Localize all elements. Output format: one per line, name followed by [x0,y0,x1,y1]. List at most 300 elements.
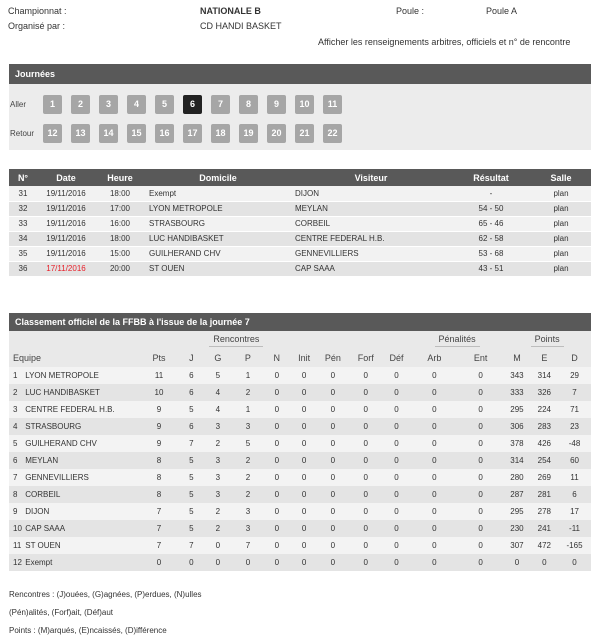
stat-cell: 2 [234,452,262,469]
stat-cell: 2 [202,520,234,537]
match-cell-salle[interactable]: plan [531,216,591,231]
stat-cell: 3 [202,486,234,503]
stat-cell: 0 [411,520,458,537]
stat-cell: 3 [202,469,234,486]
col-j: J [181,349,202,367]
stat-cell: 7 [234,537,262,554]
journee-button-15[interactable]: 15 [127,124,146,143]
journee-button-3[interactable]: 3 [99,95,118,114]
team-rank: 3 [13,405,18,414]
stat-cell: 0 [458,469,503,486]
stat-cell: 0 [349,486,382,503]
team-label: Exempt [25,558,53,567]
organise-value: CD HANDI BASKET [200,21,282,31]
match-cell-dom: Exempt [145,186,291,201]
team-label: DIJON [25,507,50,516]
stat-cell: 0 [181,554,202,571]
stat-cell: 0 [411,554,458,571]
journee-button-9[interactable]: 9 [267,95,286,114]
match-cell-heure: 16:00 [95,216,145,231]
stat-cell: 5 [202,367,234,384]
stat-cell: 307 [503,537,530,554]
stat-cell: 0 [349,367,382,384]
stat-cell: 0 [411,537,458,554]
championnat-value: NATIONALE B [200,6,261,16]
col-d: D [558,349,591,367]
col-g: G [202,349,234,367]
stat-cell: 314 [531,367,558,384]
stat-cell: 7 [137,537,181,554]
col-equipe: Equipe [9,349,137,367]
stat-cell: 7 [181,537,202,554]
stat-cell: 0 [316,503,349,520]
match-cell-dom: LYON METROPOLE [145,201,291,216]
journee-button-20[interactable]: 20 [267,124,286,143]
match-cell-heure: 20:00 [95,261,145,276]
stat-cell: 7 [558,384,591,401]
match-cell-res: 43 - 51 [451,261,531,276]
stat-cell: 0 [382,503,411,520]
stat-cell: 6 [181,384,202,401]
stat-cell: 0 [292,537,317,554]
stat-cell: 0 [349,452,382,469]
match-cell-dom: STRASBOURG [145,216,291,231]
match-row [9,216,591,231]
match-col-4: Visiteur [291,169,451,186]
match-row [9,231,591,246]
match-cell-n: 35 [9,246,37,261]
stat-cell: 0 [349,469,382,486]
stat-cell: 29 [558,367,591,384]
stat-cell: 4 [202,401,234,418]
match-col-3: Domicile [145,169,291,186]
stat-cell: 295 [503,503,530,520]
stat-cell: 0 [503,554,530,571]
legend [9,586,202,638]
journee-button-10[interactable]: 10 [295,95,314,114]
stat-cell: 0 [262,537,292,554]
classement-panel [9,313,591,571]
col-def: Déf [382,349,411,367]
match-cell-heure: 15:00 [95,246,145,261]
stat-cell: 7 [181,435,202,452]
stat-cell: 0 [316,537,349,554]
team-rank: 7 [13,473,18,482]
stat-cell: 472 [531,537,558,554]
match-cell-vis: CENTRE FEDERAL H.B. [291,231,451,246]
stat-cell: 0 [382,418,411,435]
journee-button-12[interactable]: 12 [43,124,62,143]
stat-cell: 0 [458,554,503,571]
team-rank: 9 [13,507,18,516]
match-cell-date: 17/11/2016 [37,261,95,276]
stat-cell: 10 [137,384,181,401]
stat-cell: 0 [458,435,503,452]
classement-row [9,537,591,554]
stat-cell: 0 [458,367,503,384]
stat-cell: 0 [292,367,317,384]
stat-cell: 5 [181,452,202,469]
stat-cell: 0 [382,384,411,401]
team-rank: 6 [13,456,18,465]
match-cell-res: 54 - 50 [451,201,531,216]
stat-cell: 0 [382,367,411,384]
journee-button-22[interactable]: 22 [323,124,342,143]
team-label: LUC HANDIBASKET [25,388,100,397]
match-cell-vis: MEYLAN [291,201,451,216]
journee-button-5[interactable]: 5 [155,95,174,114]
stat-cell: 287 [503,486,530,503]
legend-penalites: (Pén)alités, (Forf)ait, (Déf)aut [9,608,114,617]
stat-cell: 230 [503,520,530,537]
match-col-1: Date [37,169,95,186]
stat-cell: 1 [234,367,262,384]
stat-cell: 0 [382,452,411,469]
stat-cell: 0 [292,418,317,435]
poule-value: Poule A [486,6,518,16]
team-name [9,537,137,554]
team-label: MEYLAN [25,456,59,465]
match-row [9,186,591,201]
stat-cell: 0 [262,384,292,401]
stat-cell: 0 [382,486,411,503]
match-cell-res: 65 - 46 [451,216,531,231]
team-name [9,520,137,537]
journee-button-16[interactable]: 16 [155,124,174,143]
stat-cell: 0 [262,469,292,486]
journee-button-1[interactable]: 1 [43,95,62,114]
stat-cell: 0 [411,401,458,418]
stat-cell: 241 [531,520,558,537]
stat-cell: 0 [292,452,317,469]
stat-cell: 6 [181,418,202,435]
stat-cell: 314 [503,452,530,469]
team-name [9,503,137,520]
col-ent: Ent [458,349,503,367]
journees-title: Journées [9,64,591,84]
classement-title: Classement officiel de la FFBB à l'issue de la journée 7 [9,313,591,331]
match-cell-vis: CORBEIL [291,216,451,231]
team-label: STRASBOURG [25,422,82,431]
classement-row [9,486,591,503]
classement-col-header [9,349,591,367]
stat-cell: 0 [349,537,382,554]
col-forf: Forf [349,349,382,367]
stat-cell: 0 [202,537,234,554]
stat-cell: 0 [458,520,503,537]
stat-cell: 0 [262,554,292,571]
stat-cell: 0 [316,520,349,537]
match-cell-salle[interactable]: plan [531,246,591,261]
team-name [9,367,137,384]
team-rank: 11 [13,541,22,550]
aller-row [9,94,351,114]
aller-label: Aller [10,99,27,109]
stat-cell: 0 [411,418,458,435]
match-cell-dom: GUILHERAND CHV [145,246,291,261]
journee-button-6[interactable]: 6 [183,95,202,114]
team-rank: 2 [13,388,18,397]
show-referees-link[interactable]: Afficher les renseignements arbitres, officiels et n° de rencontre [318,37,571,47]
col-pts: Pts [137,349,181,367]
match-cell-date: 19/11/2016 [37,186,95,201]
stat-cell: 0 [316,418,349,435]
penalites-group: Pénalités [435,334,480,347]
journees-panel [9,64,591,150]
stat-cell: 7 [137,520,181,537]
match-cell-dom: LUC HANDIBASKET [145,231,291,246]
classement-row [9,367,591,384]
stat-cell: 0 [558,554,591,571]
stat-cell: 0 [316,486,349,503]
stat-cell: 0 [382,537,411,554]
match-col-0: N° [9,169,37,186]
match-cell-heure: 18:00 [95,231,145,246]
stat-cell: 0 [262,401,292,418]
stat-cell: 0 [458,452,503,469]
stat-cell: 0 [458,503,503,520]
stat-cell: 5 [181,469,202,486]
team-name [9,469,137,486]
team-label: ST OUEN [25,541,61,550]
stat-cell: 4 [202,384,234,401]
team-name [9,486,137,503]
team-name [9,401,137,418]
stat-cell: 0 [411,384,458,401]
match-cell-salle[interactable]: plan [531,186,591,201]
stat-cell: 2 [234,469,262,486]
stat-cell: 0 [262,503,292,520]
stat-cell: 0 [349,503,382,520]
stat-cell: 3 [234,418,262,435]
journee-button-14[interactable]: 14 [99,124,118,143]
stat-cell: 0 [411,435,458,452]
stat-cell: 0 [262,367,292,384]
classement-row [9,520,591,537]
stat-cell: 5 [181,503,202,520]
stat-cell: 0 [316,469,349,486]
classement-row [9,401,591,418]
match-cell-n: 32 [9,201,37,216]
team-name [9,418,137,435]
stat-cell: 326 [531,384,558,401]
stat-cell: 0 [292,384,317,401]
stat-cell: 0 [262,520,292,537]
stat-cell: 306 [503,418,530,435]
stat-cell: 378 [503,435,530,452]
competition-info [0,0,600,52]
stat-cell: 0 [382,554,411,571]
team-label: CORBEIL [25,490,61,499]
stat-cell: 0 [349,384,382,401]
team-name [9,554,137,571]
match-col-5: Résultat [451,169,531,186]
journee-button-21[interactable]: 21 [295,124,314,143]
stat-cell: 0 [458,384,503,401]
match-cell-n: 33 [9,216,37,231]
stat-cell: 8 [137,486,181,503]
stat-cell: 0 [262,452,292,469]
col-n: N [262,349,292,367]
stat-cell: 9 [137,418,181,435]
stat-cell: 0 [382,520,411,537]
stat-cell: 0 [411,367,458,384]
stat-cell: 6 [558,486,591,503]
match-cell-date: 19/11/2016 [37,216,95,231]
team-label: LYON METROPOLE [25,371,99,380]
journee-button-18[interactable]: 18 [211,124,230,143]
match-cell-n: 34 [9,231,37,246]
journee-button-4[interactable]: 4 [127,95,146,114]
match-cell-date: 19/11/2016 [37,201,95,216]
journee-button-7[interactable]: 7 [211,95,230,114]
col-init: Init [292,349,317,367]
stat-cell: 60 [558,452,591,469]
journee-button-11[interactable]: 11 [323,95,342,114]
stat-cell: 0 [292,486,317,503]
stat-cell: 2 [234,486,262,503]
team-rank: 10 [13,524,22,533]
journee-button-13[interactable]: 13 [71,124,90,143]
stat-cell: 0 [411,486,458,503]
stat-cell: 0 [292,520,317,537]
stat-cell: 343 [503,367,530,384]
match-cell-n: 31 [9,186,37,201]
col-pen: Pén [316,349,349,367]
classement-group-header [9,331,591,349]
team-rank: 5 [13,439,18,448]
stat-cell: 283 [531,418,558,435]
match-cell-salle[interactable]: plan [531,261,591,276]
stat-cell: 0 [262,418,292,435]
stat-cell: 0 [202,554,234,571]
stat-cell: 9 [137,435,181,452]
match-cell-vis: DIJON [291,186,451,201]
stat-cell: 5 [181,520,202,537]
team-label: CAP SAAA [25,524,66,533]
championnat-label: Championnat : [8,6,67,16]
stat-cell: 0 [458,486,503,503]
classement-row [9,418,591,435]
stat-cell: 426 [531,435,558,452]
stat-cell: 2 [202,503,234,520]
stat-cell: 0 [292,469,317,486]
stat-cell: 0 [411,452,458,469]
stat-cell: 254 [531,452,558,469]
stat-cell: 0 [349,520,382,537]
match-cell-heure: 18:00 [95,186,145,201]
match-cell-n: 36 [9,261,37,276]
classement-row [9,469,591,486]
journee-button-19[interactable]: 19 [239,124,258,143]
team-name [9,452,137,469]
match-cell-dom: ST OUEN [145,261,291,276]
stat-cell: 17 [558,503,591,520]
stat-cell: 6 [181,367,202,384]
classement-row [9,384,591,401]
classement-row [9,503,591,520]
classement-row [9,435,591,452]
stat-cell: 0 [292,435,317,452]
stat-cell: 0 [349,554,382,571]
stat-cell: 0 [382,435,411,452]
team-label: GUILHERAND CHV [25,439,97,448]
team-rank: 8 [13,490,18,499]
organise-label: Organisé par : [8,21,66,31]
journee-button-2[interactable]: 2 [71,95,90,114]
match-cell-date: 19/11/2016 [37,246,95,261]
classement-row [9,452,591,469]
stat-cell: 269 [531,469,558,486]
journee-button-8[interactable]: 8 [239,95,258,114]
stat-cell: 71 [558,401,591,418]
stat-cell: 0 [262,486,292,503]
stat-cell: 0 [316,367,349,384]
retour-label: Retour [10,128,35,138]
stat-cell: 0 [458,418,503,435]
stat-cell: 281 [531,486,558,503]
stat-cell: 0 [382,401,411,418]
stat-cell: 3 [202,452,234,469]
team-label: CENTRE FEDERAL H.B. [25,405,115,414]
stat-cell: 0 [316,554,349,571]
stat-cell: 0 [234,554,262,571]
stat-cell: 5 [181,486,202,503]
stat-cell: 3 [202,418,234,435]
stat-cell: 2 [234,384,262,401]
match-cell-vis: GENNEVILLIERS [291,246,451,261]
team-name [9,435,137,452]
poule-label: Poule : [396,6,425,16]
team-rank: 12 [13,558,22,567]
stat-cell: 2 [202,435,234,452]
journee-button-17[interactable]: 17 [183,124,202,143]
match-col-6: Salle [531,169,591,186]
stat-cell: 8 [137,452,181,469]
stat-cell: 0 [292,554,317,571]
col-m: M [503,349,530,367]
match-cell-res: 62 - 58 [451,231,531,246]
legend-points: Points : (M)arqués, (E)ncaissés, (D)ifférence [9,626,167,635]
stat-cell: 0 [349,435,382,452]
stat-cell: 23 [558,418,591,435]
stat-cell: 0 [316,435,349,452]
stat-cell: 11 [558,469,591,486]
stat-cell: 0 [292,503,317,520]
match-row [9,201,591,216]
team-label: GENNEVILLIERS [25,473,89,482]
stat-cell: 0 [531,554,558,571]
match-cell-salle[interactable]: plan [531,231,591,246]
retour-row [9,123,351,143]
stat-cell: 0 [411,469,458,486]
stat-cell: 0 [349,418,382,435]
stat-cell: 0 [137,554,181,571]
stat-cell: 0 [316,384,349,401]
stat-cell: 3 [234,520,262,537]
stat-cell: 0 [316,452,349,469]
match-cell-salle[interactable]: plan [531,201,591,216]
col-arb: Arb [411,349,458,367]
match-cell-vis: CAP SAAA [291,261,451,276]
stat-cell: 278 [531,503,558,520]
match-row [9,261,591,276]
stat-cell: 3 [234,503,262,520]
stat-cell: 224 [531,401,558,418]
match-cell-res: - [451,186,531,201]
stat-cell: 11 [137,367,181,384]
stat-cell: 333 [503,384,530,401]
